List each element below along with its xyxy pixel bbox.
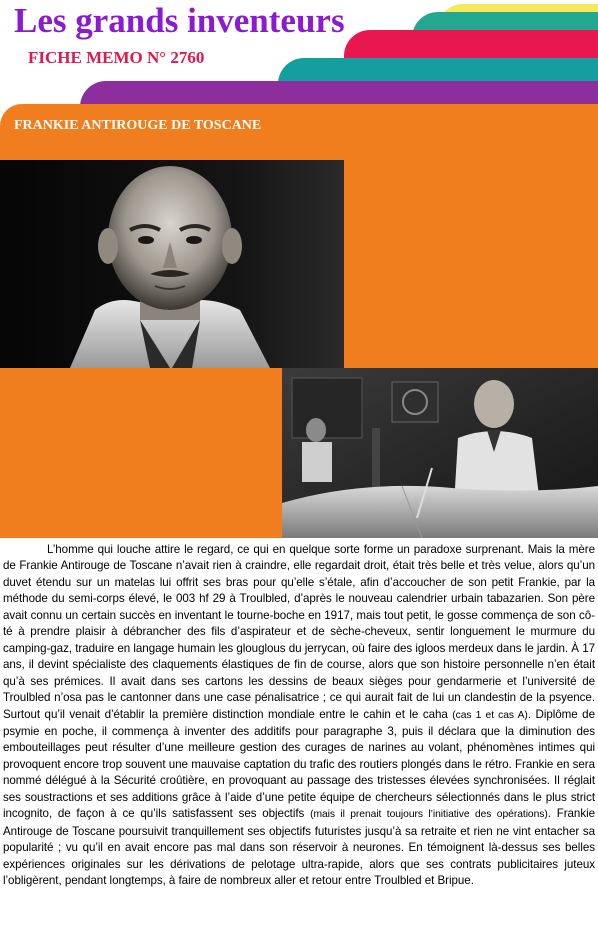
portrait-illustration bbox=[0, 160, 344, 368]
article-text-3: . Frankie Antirouge de Toscane poursuivit tranquillement ses objectifs futuristes jusqu’à sa retraite et rien ne vint entacher sa popularité ; vu qu’il en avait encore pas mal dans son réservoir à neurones. En témoignent là-dessus ses belles expériences originales sur les dérivations de pelotage ultra-rapide, alors que ses contrats publicitaires juteux l’obligèrent, pendant longtemps, à faire de nombreux aller et retour entre Troulbled et Bripue. bbox=[3, 807, 595, 888]
article-aside-2: (mais il prenait toujours l’initiative des opérations) bbox=[310, 809, 548, 821]
orange-block-left bbox=[0, 368, 282, 538]
lab-illustration bbox=[282, 368, 598, 538]
page-title: Les grands inventeurs bbox=[14, 1, 345, 40]
article-body bbox=[3, 542, 595, 890]
article-text-1: L’homme qui louche attire le regard, ce qui en quelque sorte forme un paradoxe surprenant. Mais la mère de Frankie Antirouge de Toscane n’avait rien à craindre, elle regardait droit, était très belle et très velue, alors qu’un duvet étendu sur un matelas lui offrit ses bras pour qu’elle s’étale, afin d’accoucher de son petit Frankie, par la méthode du semi-corps élevé, le 003 hf 29 à Troulbled, d’après le nouveau calendrier urbain tabazarien. Son père avait connu un certain succès en inventant le tourne-boche en 1917, mais tout petit, le gosse commença de son côté à prendre plaisir à débrancher des fils d’aspirateur et de sèche-cheveux, sentir longuement le murmure du camping-gaz, traduire en langage humain les glouglous du jerrycan, où faire des igloos merdeux dans le jardin. À 17 ans, il devint spécialiste des claquements élastiques de fin de course, alors que son histoire personnelle n’en était qu’à ses prémices. Il avait dans ses cartons les dessins de beaux sièges pour gendarmerie et l’université de Troulbled n’osa pas le cantonner dans une case pénalisatrice ; ce qui aurait fait de lui un clandestin de la psyence. Surtout qu’il venait d’établir la première distinction mondiale entre le cahin et le caha bbox=[3, 543, 595, 721]
orange-block-right bbox=[344, 160, 598, 368]
portrait-photo bbox=[0, 160, 344, 368]
article-text-2: . Diplôme de psymie en poche, il commença à inventer des additifs pour paragraphe 3, puis il déclara que la diminution des embouteillages peut résulter d’une meilleure gestion des curages de narines au volant, phénomènes intimes qui provoquent encore trop souvent une mauvaise captation du trafic des routiers plongés dans le rétro. Frankie en sera nommé délégué à la Sécurité croûtière, en provoquant au passage des tristesses élevées synchronisées. Il réglait ses soustractions et ses additions grâce à l’aide d’une petite équipe de chercheurs sélectionnés dans le plus strict incognito, de façon à ce qu’ils satisfassent ses objectifs bbox=[3, 707, 595, 821]
inventor-name: FRANKIE ANTIROUGE DE TOSCANE bbox=[14, 118, 262, 133]
fiche-number: FICHE MEMO N° 2760 bbox=[28, 48, 205, 67]
lab-photo bbox=[282, 368, 598, 538]
article-aside-1: (cas 1 et cas A) bbox=[452, 709, 528, 721]
